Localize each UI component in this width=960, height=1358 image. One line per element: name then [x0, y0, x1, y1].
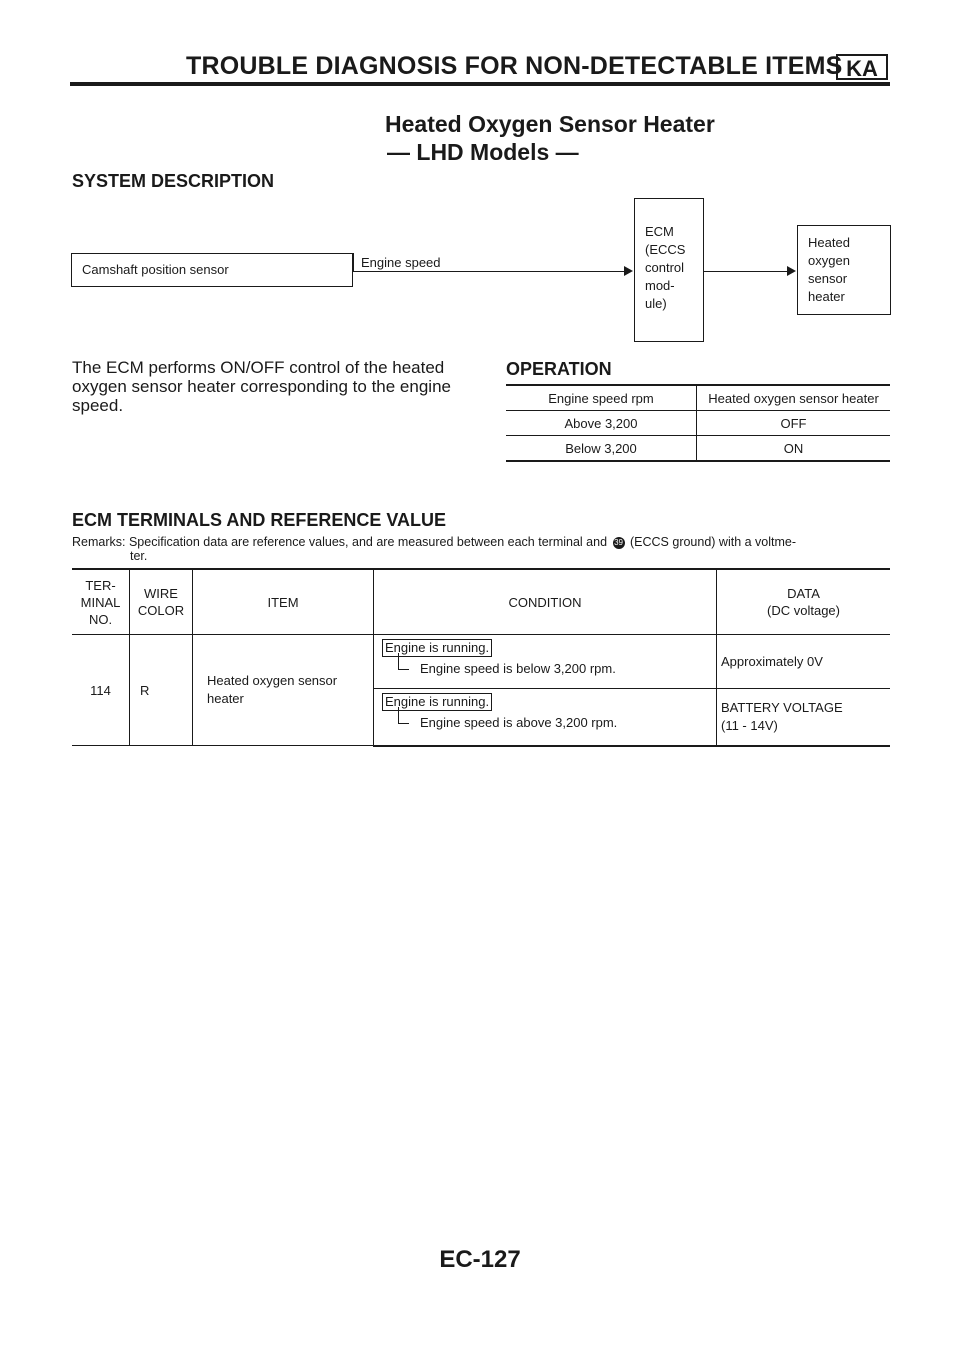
ecm-terminals-heading: ECM TERMINALS AND REFERENCE VALUE: [72, 510, 447, 530]
operation-heading: OPERATION: [506, 359, 612, 379]
heater-line: Heated: [808, 235, 850, 250]
heater-line: heater: [808, 289, 845, 304]
output-line: [704, 271, 788, 272]
data-header: [717, 569, 891, 635]
paragraph-line: The ECM performs ON/OFF control of the heated: [72, 358, 445, 377]
condition-state: Engine is running.: [382, 693, 492, 711]
condition-cell: [374, 689, 717, 746]
header-line: COLOR: [137, 603, 185, 618]
engine-speed-signal-label: Engine speed: [361, 255, 441, 270]
ecm-line: mod-: [645, 278, 675, 293]
terminal-cell: 114: [72, 635, 130, 746]
heater-line: oxygen: [808, 253, 850, 268]
system-description-heading: SYSTEM DESCRIPTION: [72, 171, 275, 191]
condition-state: Engine is running.: [382, 639, 492, 657]
remarks-suffix: (ECCS ground) with a voltme-: [630, 535, 797, 549]
header-line: DATA: [787, 586, 820, 601]
header-line: WIRE: [144, 586, 178, 601]
table-cell: OFF: [697, 411, 891, 436]
table-cell: Above 3,200: [506, 411, 697, 436]
remarks-text: [72, 535, 892, 563]
ecm-box: [634, 198, 704, 342]
ecm-line: control: [645, 260, 685, 275]
system-description-text: [72, 358, 472, 415]
column-header: Heated oxygen sensor heater: [697, 385, 891, 411]
data-cell: [717, 689, 891, 746]
paragraph-line: speed.: [72, 396, 124, 415]
ecm-line: ule): [645, 296, 667, 311]
table-row: [506, 411, 890, 436]
data-line: BATTERY VOLTAGE: [721, 699, 843, 715]
item-cell: [193, 635, 374, 746]
header-line: TER-: [85, 577, 116, 593]
wire-color-cell: R: [130, 635, 193, 746]
arrow-to-heater-icon: [787, 266, 796, 276]
page-title-line1: Heated Oxygen Sensor Heater: [385, 111, 715, 137]
condition-detail: Engine speed is above 3,200 rpm.: [420, 715, 716, 731]
table-header-row: [72, 569, 890, 635]
ecm-line: ECM: [645, 224, 674, 239]
signal-line-vertical: [353, 253, 354, 271]
header-line: (DC voltage): [767, 603, 840, 618]
terminal-header: [72, 569, 130, 635]
item-line: heater: [207, 691, 244, 706]
page-number: EC-127: [439, 1246, 521, 1273]
header-line: MINAL: [80, 594, 121, 610]
table-row: [506, 436, 890, 462]
heater-box: [797, 225, 891, 315]
item-header: ITEM: [193, 569, 374, 635]
page-title: [385, 110, 715, 166]
model-code-badge: KA: [836, 54, 888, 80]
heater-line: sensor: [808, 271, 848, 286]
condition-header: CONDITION: [374, 569, 717, 635]
data-line: Approximately 0V: [721, 654, 823, 670]
paragraph-line: oxygen sensor heater corresponding to the engine: [72, 377, 451, 396]
column-header: Engine speed rpm: [506, 385, 697, 411]
remarks-prefix: Remarks: Specification data are reference values, and are measured between each terminal and: [72, 535, 608, 549]
camshaft-sensor-box: [71, 253, 353, 287]
section-title: TROUBLE DIAGNOSIS FOR NON-DETECTABLE ITEMS: [186, 52, 843, 80]
remarks-tail: ter.: [130, 549, 148, 563]
signal-line: [353, 271, 625, 272]
page-title-line2: — LHD Models —: [387, 139, 579, 165]
ecm-line: (ECCS: [645, 242, 686, 257]
condition-cell: [374, 635, 717, 689]
wire-color-header: [130, 569, 193, 635]
header-rule: [70, 82, 890, 86]
data-cell: [717, 635, 891, 689]
table-row: [72, 635, 890, 689]
ground-terminal-icon: 39: [614, 537, 623, 547]
condition-detail: Engine speed is below 3,200 rpm.: [420, 661, 716, 677]
data-line: (11 - 14V): [721, 717, 778, 733]
table-header-row: [506, 385, 890, 411]
arrow-to-ecm-icon: [624, 266, 633, 276]
item-line: Heated oxygen sensor: [207, 673, 338, 688]
ecm-terminals-table: [72, 568, 890, 747]
camshaft-sensor-label: Camshaft position sensor: [82, 262, 229, 277]
header-line: NO.: [88, 611, 113, 627]
table-cell: ON: [697, 436, 891, 462]
table-cell: Below 3,200: [506, 436, 697, 462]
operation-table: [506, 384, 890, 462]
